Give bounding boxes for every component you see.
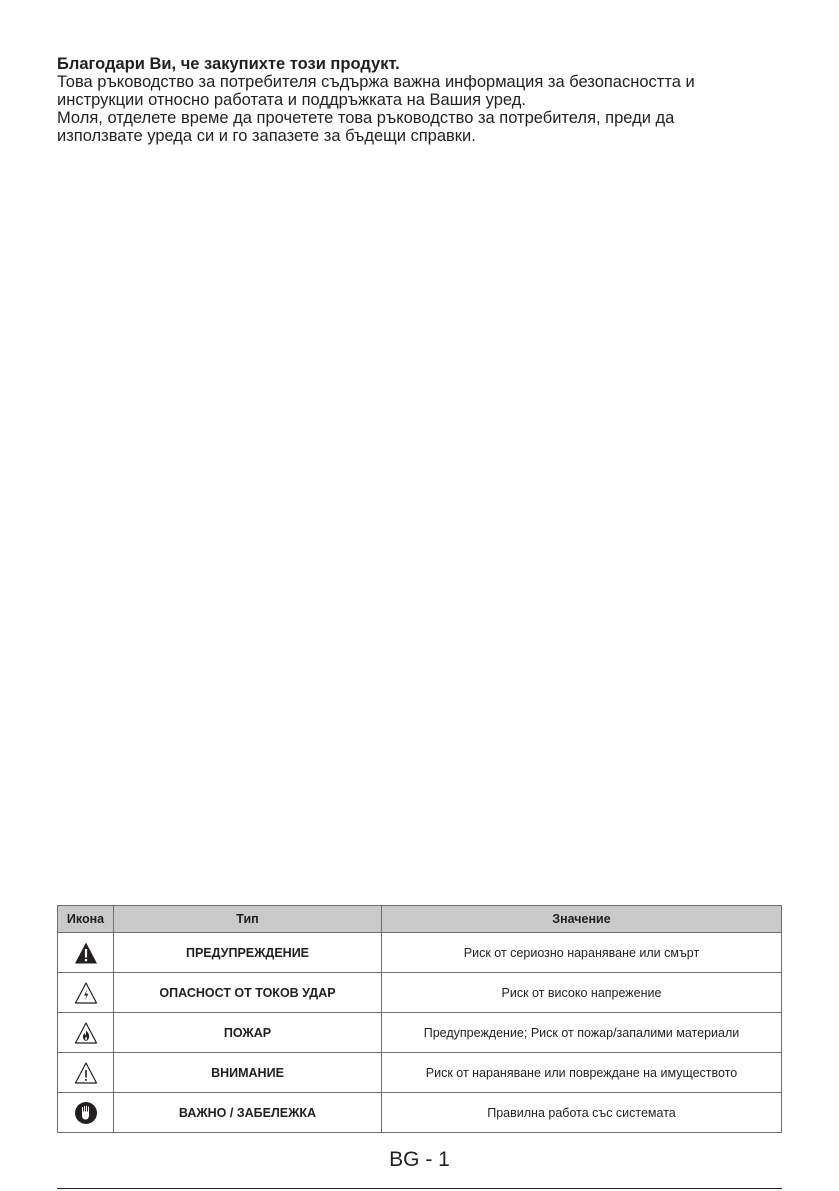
warning-filled-icon bbox=[74, 941, 98, 965]
footer-divider bbox=[57, 1188, 782, 1189]
meaning-cell: Предупреждение; Риск от пожар/запалими материали bbox=[382, 1013, 782, 1053]
intro-line: инструкции относно работата и поддръжката на Вашия уред. bbox=[57, 91, 526, 109]
important-note-icon bbox=[74, 1101, 98, 1125]
meaning-cell: Правилна работа със системата bbox=[382, 1093, 782, 1133]
intro-lead: Благодари Ви, че закупихте този продукт. bbox=[57, 55, 400, 73]
header-icon: Икона bbox=[58, 906, 114, 933]
type-cell: ПОЖАР bbox=[114, 1013, 382, 1053]
page-number: BG - 1 bbox=[389, 1148, 450, 1171]
type-cell: ОПАСНОСТ ОТ ТОКОВ УДАР bbox=[114, 973, 382, 1013]
table-header-row bbox=[58, 906, 782, 933]
electric-shock-icon bbox=[74, 981, 98, 1005]
intro-line: използвате уреда си и го запазете за бъдещи справки. bbox=[57, 127, 476, 145]
intro-line: Това ръководство за потребителя съдържа важна информация за безопасността и bbox=[57, 73, 695, 91]
type-cell: ПРЕДУПРЕЖДЕНИЕ bbox=[114, 933, 382, 973]
icon-cell bbox=[58, 1013, 114, 1053]
table-row bbox=[58, 973, 782, 1013]
type-cell: ВАЖНО / ЗАБЕЛЕЖКА bbox=[114, 1093, 382, 1133]
intro-line: Моля, отделете време да прочетете това ръководство за потребителя, преди да bbox=[57, 109, 675, 127]
header-meaning: Значение bbox=[382, 906, 782, 933]
type-cell: ВНИМАНИЕ bbox=[114, 1053, 382, 1093]
icon-cell bbox=[58, 1093, 114, 1133]
icon-cell bbox=[58, 933, 114, 973]
table-row bbox=[58, 1013, 782, 1053]
safety-symbols-table bbox=[57, 905, 782, 1133]
intro-text bbox=[57, 55, 797, 145]
caution-icon bbox=[74, 1061, 98, 1085]
meaning-cell: Риск от сериозно нараняване или смърт bbox=[382, 933, 782, 973]
table-row bbox=[58, 1053, 782, 1093]
fire-icon bbox=[74, 1021, 98, 1045]
meaning-cell: Риск от нараняване или повреждане на имуществото bbox=[382, 1053, 782, 1093]
icon-cell bbox=[58, 1053, 114, 1093]
icon-cell bbox=[58, 973, 114, 1013]
meaning-cell: Риск от високо напрежение bbox=[382, 973, 782, 1013]
header-type: Тип bbox=[114, 906, 382, 933]
table-row bbox=[58, 933, 782, 973]
table-row bbox=[58, 1093, 782, 1133]
